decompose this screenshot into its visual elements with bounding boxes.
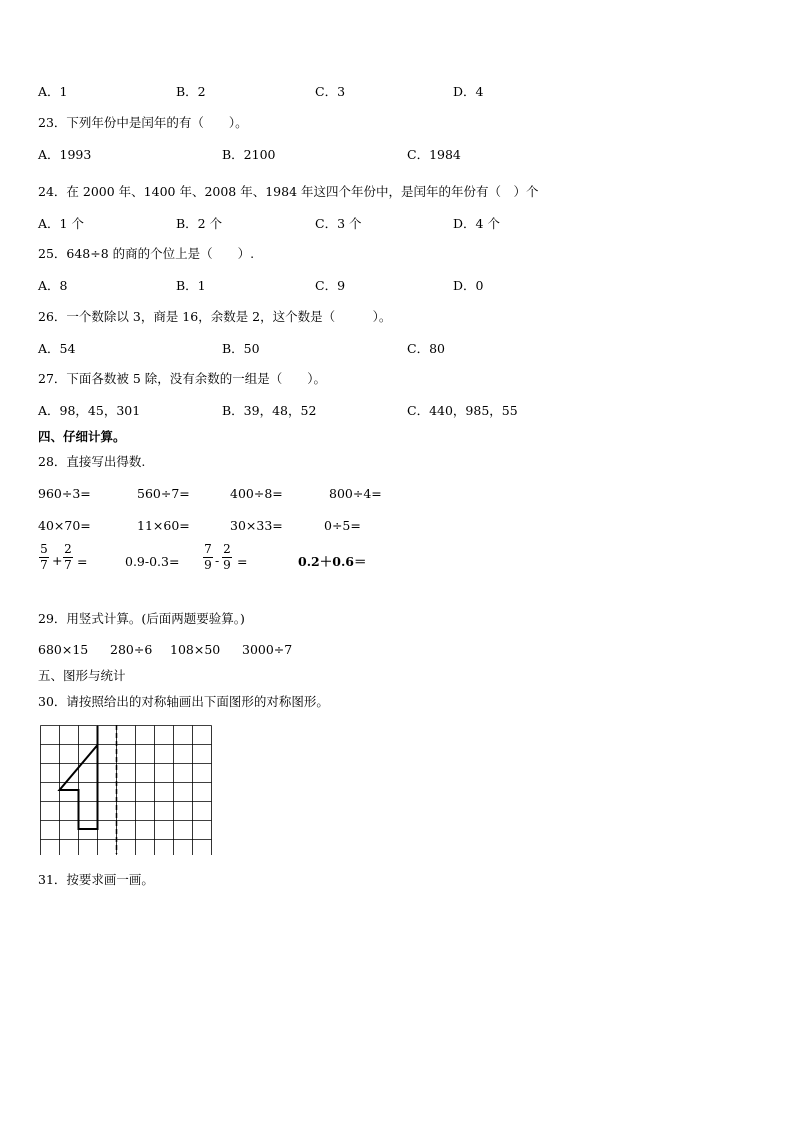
q23-option-a: A．1993 (38, 147, 92, 162)
numerator: 2 (64, 542, 72, 556)
denominator: 9 (204, 558, 212, 572)
q29-item-3: 108×50 (170, 642, 221, 657)
equals-sign: = (237, 554, 248, 569)
section-title-calculation: 四、仔细计算。 (38, 429, 126, 444)
denominator: 7 (40, 558, 48, 572)
plus-operator: + (52, 553, 63, 568)
q28-expr-3: 400÷8= (230, 486, 283, 501)
q28-expr-6: 11×60= (137, 518, 190, 533)
q28-expr-10: 0.9-0.3= (125, 554, 180, 569)
q29-item-4: 3000÷7 (242, 642, 293, 657)
q29-question: 29．用竖式计算。(后面两题要验算。) (38, 611, 245, 626)
numerator: 7 (204, 542, 212, 556)
q26-question: 26．一个数除以 3，商是 16，余数是 2，这个数是（ ）。 (38, 309, 392, 324)
q29-item-1: 680×15 (38, 642, 89, 657)
q24-option-a: A．1 个 (38, 216, 84, 231)
minus-operator: - (215, 553, 220, 568)
q25-option-c: C．9 (315, 278, 346, 293)
q28-expr-1: 960÷3= (38, 486, 91, 501)
q28-expr-12: 0.2＋0.6＝ (298, 554, 367, 569)
denominator: 7 (64, 558, 72, 572)
symmetry-grid (40, 725, 214, 855)
q22-option-d: D．4 (453, 84, 484, 99)
q24-question: 24．在 2000 年、1400 年、2008 年、1984 年这四个年份中，是闰年的年份有（ ）个 (38, 184, 539, 199)
q28-expr-7: 30×33= (230, 518, 283, 533)
q26-option-b: B．50 (222, 341, 260, 356)
q24-option-d: D．4 个 (453, 216, 500, 231)
q27-option-c: C．440，985，55 (407, 403, 518, 418)
q23-option-c: C．1984 (407, 147, 461, 162)
q22-option-b: B．2 (176, 84, 206, 99)
q28-expr-4: 800÷4= (329, 486, 382, 501)
numerator: 5 (40, 542, 48, 556)
fraction-2-9 (222, 543, 232, 572)
section-title-geometry: 五、图形与统计 (38, 668, 126, 683)
fraction-7-9 (203, 543, 213, 572)
q31-question: 31．按要求画一画。 (38, 872, 154, 887)
fraction-2-7 (63, 543, 73, 572)
q26-option-a: A．54 (38, 341, 76, 356)
fraction-5-7 (39, 543, 49, 572)
q22-option-a: A．1 (38, 84, 68, 99)
q26-option-c: C．80 (407, 341, 445, 356)
q23-option-b: B．2100 (222, 147, 276, 162)
q28-expr-2: 560÷7= (137, 486, 190, 501)
q25-option-d: D．0 (453, 278, 484, 293)
q24-option-c: C．3 个 (315, 216, 362, 231)
q23-question: 23．下列年份中是闰年的有（ ）。 (38, 115, 248, 130)
equals-sign: = (77, 554, 88, 569)
q27-option-b: B．39，48，52 (222, 403, 317, 418)
q28-expr-5: 40×70= (38, 518, 91, 533)
q28-question: 28．直接写出得数. (38, 454, 146, 469)
q29-item-2: 280÷6 (110, 642, 153, 657)
q25-question: 25．648÷8 的商的个位上是（ ）. (38, 246, 255, 261)
q28-expr-8: 0÷5= (324, 518, 361, 533)
q30-question: 30．请按照给出的对称轴画出下面图形的对称图形。 (38, 694, 329, 709)
q25-option-b: B．1 (176, 278, 206, 293)
q27-question: 27．下面各数被 5 除，没有余数的一组是（ ）。 (38, 371, 327, 386)
numerator: 2 (223, 542, 231, 556)
q27-option-a: A．98，45，301 (38, 403, 141, 418)
q22-option-c: C．3 (315, 84, 346, 99)
q25-option-a: A．8 (38, 278, 68, 293)
q24-option-b: B．2 个 (176, 216, 223, 231)
denominator: 9 (223, 558, 231, 572)
